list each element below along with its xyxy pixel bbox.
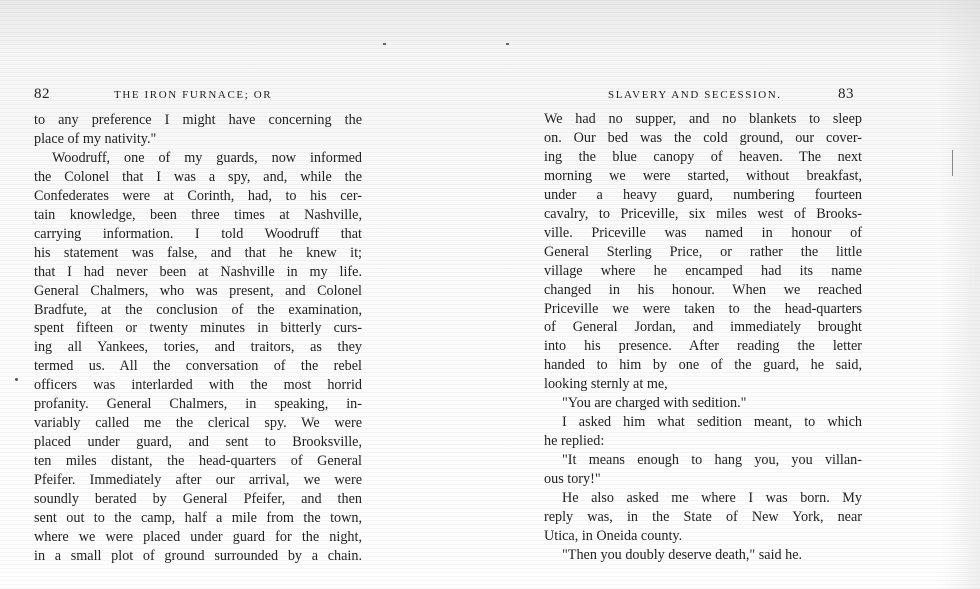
text-line: Pfeifer. Immediately after our arrival, we were [34, 472, 362, 489]
text-line: into his presence. After reading the letter [544, 338, 862, 355]
text-line: General Chalmers, who was present, and Colonel [34, 282, 362, 299]
text-line: tain knowledge, been three times at Nashville, [34, 206, 362, 223]
text-line: his statement was false, and that he knew it; [34, 244, 362, 261]
text-line: handed to him by one of the guard, he said, [544, 357, 862, 374]
text-line: morning we were started, without breakfast, [544, 167, 862, 184]
text-line: profanity. General Chalmers, in speaking, in- [34, 396, 362, 413]
text-line: ville. Priceville was named in honour of [544, 224, 862, 241]
text-line: Bradfute, at the conclusion of the examination, [34, 301, 362, 318]
text-line: under a heavy guard, numbering fourteen [544, 186, 862, 203]
text-line: ous tory!" [544, 471, 601, 488]
text-line: the Colonel that I was a spy, and, while the [34, 168, 362, 185]
text-line: He also asked me where I was born. My [562, 490, 862, 507]
text-line: "Then you doubly deserve death," said he. [562, 546, 803, 563]
body-text [34, 111, 362, 566]
text-line: he replied: [544, 433, 605, 450]
text-line: looking sternly at me, [544, 376, 668, 393]
text-line: termed us. All the conversation of the rebel [34, 358, 362, 375]
text-line: soundly berated by General Pfeifer, and then [34, 491, 362, 508]
text-line: placed under guard, and sent to Brooksville, [34, 434, 362, 451]
text-line: Woodruff, one of my guards, now informed [52, 149, 362, 166]
text-line: "You are charged with sedition." [562, 395, 747, 412]
text-line: Utica, in Oneida county. [544, 527, 683, 544]
text-line: to any preference I might have concerning the [34, 112, 362, 128]
text-line: carrying information. I told Woodruff that [34, 225, 362, 242]
text-line: reply was, in the State of New York, near [544, 509, 862, 526]
text-line: Confederates were at Corinth, had, to his cer- [34, 187, 362, 204]
text-line: We had no supper, and no blankets to sleep [544, 111, 862, 127]
page-number: 82 [34, 86, 50, 102]
text-line: place of my nativity." [34, 130, 157, 147]
text-line: that I had never been at Nashville in my life. [34, 263, 362, 280]
text-line: ing all Yankees, tories, and traitors, as they [34, 339, 362, 356]
text-line: sent out to the camp, half a mile from the town, [34, 510, 362, 527]
text-line: ing the blue canopy of heaven. The next [544, 148, 862, 165]
text-line: officers was interlarded with the most horrid [34, 377, 362, 394]
text-line: on. Our bed was the cold ground, our cover- [544, 129, 862, 146]
text-line: General Sterling Price, or rather the little [544, 243, 862, 260]
text-line: changed in his honour. When we reached [544, 281, 862, 298]
body-text [544, 110, 862, 565]
page-number: 83 [838, 86, 854, 102]
text-line: Priceville we were taken to the head-quarters [544, 300, 862, 317]
running-head: THE IRON FURNACE; OR [114, 89, 273, 101]
right-page [490, 0, 980, 589]
text-line: village where he encamped had its name [544, 262, 862, 279]
text-line: "It means enough to hang you, you villan- [562, 452, 862, 469]
text-line: ten miles distant, the head-quarters of General [34, 453, 362, 470]
text-line: spent fifteen or twenty minutes in bitterly curs- [34, 320, 362, 337]
text-line: I asked him what sedition meant, to which [562, 414, 862, 431]
text-line: variably called me the clerical spy. We were [34, 415, 362, 432]
text-line: in a small plot of ground surrounded by a chain. [34, 547, 362, 564]
running-head: SLAVERY AND SECESSION. [608, 89, 782, 101]
text-line: where we were placed under guard for the night, [34, 528, 362, 545]
text-line: of General Jordan, and immediately brought [544, 319, 862, 336]
text-line: cavalry, to Priceville, six miles west of Brooks- [544, 205, 862, 222]
